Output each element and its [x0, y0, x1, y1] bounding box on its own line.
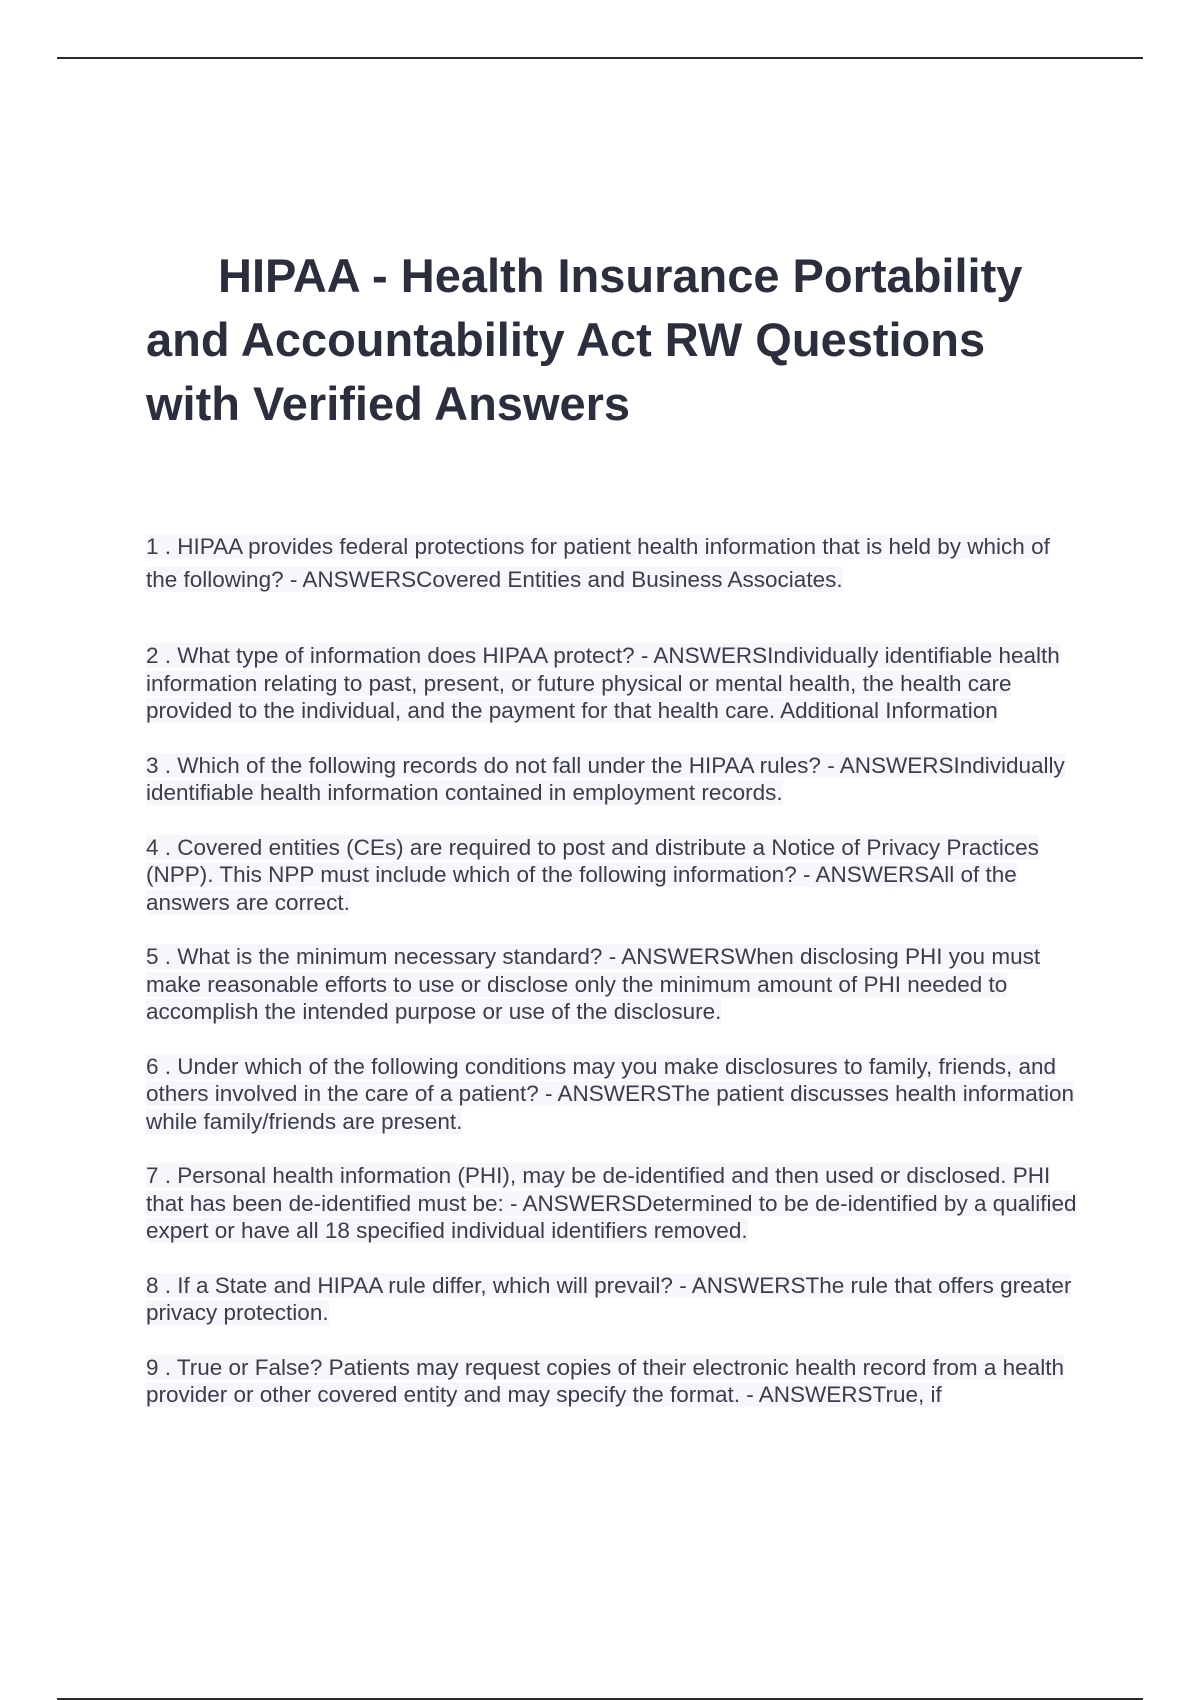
question-item — [146, 943, 1086, 1026]
question-text: 6 . Under which of the following conditions may you make disclosures to family, friends, and others involved in the care of a patient? - ANSWERSThe patient discusses health information while family/friends are present. — [146, 1053, 1074, 1134]
question-item — [146, 752, 1086, 807]
question-text: 9 . True or False? Patients may request copies of their electronic health record from a health provider or other covered entity and may specify the format. - ANSWERSTrue, if — [146, 1354, 1064, 1407]
question-item — [146, 834, 1086, 917]
question-item — [146, 642, 1086, 725]
question-text: 1 . HIPAA provides federal protections for patient health information that is held by which of the following? - ANSWERSCovered Entities and Business Associates. — [146, 534, 1050, 592]
question-item — [146, 1162, 1086, 1245]
question-text: 7 . Personal health information (PHI), may be de-identified and then used or disclosed. PHI that has been de-identified must be: - ANSWERSDetermined to be de-identified by a qualified expert or have all 18 specified individual identifiers removed. — [146, 1163, 1077, 1243]
question-list — [146, 530, 1086, 1409]
question-text: 4 . Covered entities (CEs) are required to post and distribute a Notice of Privacy Practices (NPP). This NPP must include which of the following information? - ANSWERSAll of the answers are correct. — [146, 834, 1039, 915]
question-text: 8 . If a State and HIPAA rule differ, which will prevail? - ANSWERSThe rule that offers greater privacy protection. — [146, 1272, 1072, 1325]
question-item — [146, 1053, 1086, 1136]
question-text: 3 . Which of the following records do not fall under the HIPAA rules? - ANSWERSIndividually identifiable health information contained in employment records. — [146, 752, 1065, 805]
question-text: 2 . What type of information does HIPAA protect? - ANSWERSIndividually identifiable health information relating to past, present, or future physical or mental health, the health care provided to the individual, and the payment for that health care. Additional Information — [146, 643, 1060, 723]
question-item — [146, 1272, 1086, 1327]
top-rule — [57, 57, 1143, 59]
question-text: 5 . What is the minimum necessary standard? - ANSWERSWhen disclosing PHI you must make reasonable efforts to use or disclose only the minimum amount of PHI needed to accomplish the intended purpose or use of the disclosure. — [146, 944, 1041, 1024]
document-title: HIPAA - Health Insurance Portability and Accountability Act RW Questions with Verified Answers — [146, 249, 1023, 430]
question-item — [146, 530, 1086, 596]
question-item — [146, 1354, 1086, 1409]
